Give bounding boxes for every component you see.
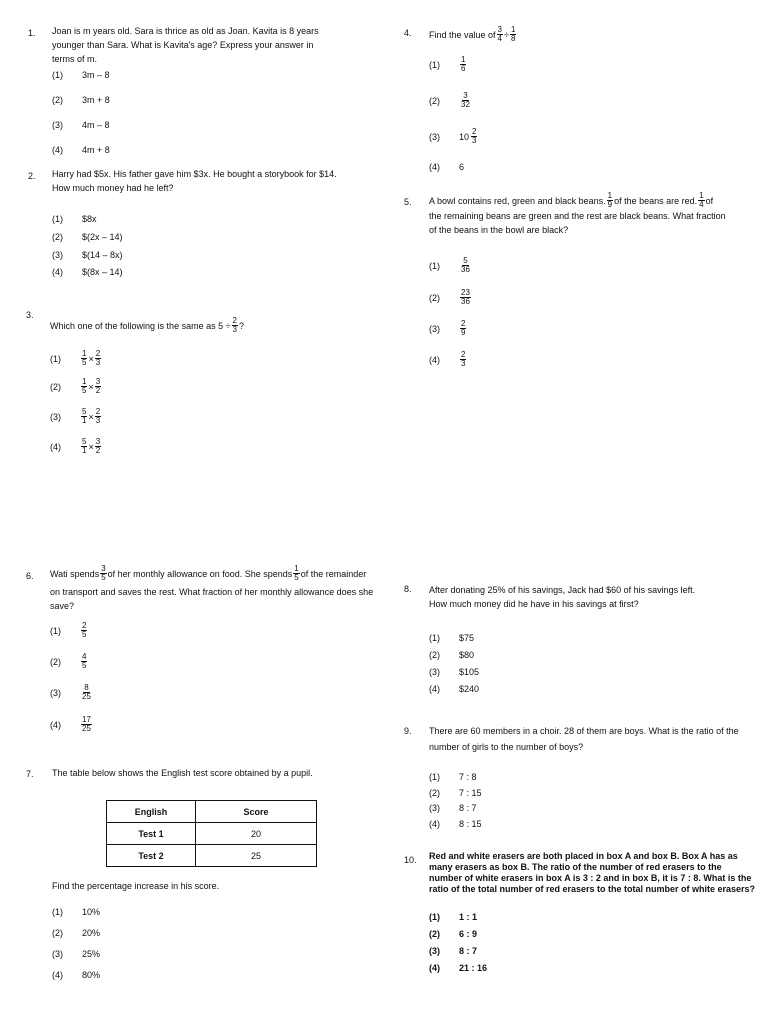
stem-line: on transport and saves the rest. What fraction of her monthly allowance does she bbox=[50, 587, 374, 597]
option-label: (1) bbox=[52, 907, 63, 917]
option-text: 4m + 8 bbox=[82, 145, 110, 155]
stem-line: the remaining beans are green and the rest are black beans. What fraction bbox=[429, 211, 726, 221]
question-number: 4. bbox=[404, 28, 412, 38]
stem-line: How much money had he left? bbox=[52, 183, 174, 193]
question-number: 10. bbox=[404, 855, 417, 865]
option-label: (4) bbox=[429, 354, 440, 365]
option-2[interactable] bbox=[429, 650, 474, 660]
option-label: (2) bbox=[52, 95, 63, 105]
stem-line: younger than Sara. What is Kavita's age? Express your answer in bbox=[52, 40, 314, 50]
option-1[interactable] bbox=[50, 350, 102, 367]
question-stem bbox=[429, 192, 726, 237]
table-cell: Test 2 bbox=[107, 845, 196, 867]
option-label: (4) bbox=[50, 719, 61, 730]
stem-line: Wati spends $\frac{3}{5}$ of her monthly allowance on food. She spends $\frac{1}{5}$ of the remainder bbox=[50, 564, 367, 582]
option-label: (1) bbox=[52, 214, 63, 224]
option-label: (1) bbox=[50, 625, 61, 636]
fraction: $\frac{1}{6}$ bbox=[461, 55, 466, 73]
fraction: $\frac{2}{3}$ bbox=[232, 316, 237, 334]
option-3[interactable] bbox=[52, 250, 123, 260]
option-1[interactable] bbox=[429, 257, 472, 274]
option-2[interactable] bbox=[52, 95, 110, 105]
option-label: (4) bbox=[429, 162, 440, 172]
option-label: (2) bbox=[50, 381, 61, 392]
option-3[interactable] bbox=[50, 408, 102, 425]
fraction: $\frac{5}{1}$ bbox=[82, 407, 87, 425]
table-row bbox=[107, 823, 317, 845]
option-3[interactable] bbox=[429, 667, 479, 677]
question-stem bbox=[429, 583, 695, 611]
option-label: (1) bbox=[429, 772, 440, 782]
fraction: $\frac{1}{8}$ bbox=[510, 25, 516, 43]
question-number: 5. bbox=[404, 197, 412, 207]
option-3[interactable] bbox=[429, 803, 477, 813]
option-1[interactable] bbox=[429, 633, 474, 643]
question-number: 6. bbox=[26, 571, 34, 581]
option-1[interactable] bbox=[429, 912, 477, 922]
option-text: $75 bbox=[459, 633, 475, 643]
option-4[interactable] bbox=[429, 684, 479, 694]
option-2[interactable] bbox=[429, 289, 472, 306]
option-text: 80% bbox=[82, 970, 101, 980]
option-label: (1) bbox=[429, 260, 440, 271]
stem-line: Red and white erasers are both placed in box A and box B. Box A has as bbox=[429, 851, 738, 861]
table-header: Score bbox=[196, 801, 317, 823]
question-number: 1. bbox=[28, 28, 36, 38]
fraction: $\frac{3}{5}$ bbox=[101, 564, 106, 582]
option-4[interactable] bbox=[52, 970, 100, 980]
question-number: 9. bbox=[404, 726, 412, 736]
fraction: $\frac{1}{9}$ bbox=[607, 191, 613, 209]
question-stem bbox=[50, 565, 373, 613]
fraction: $\frac{1}{5}$ bbox=[82, 349, 87, 367]
option-text: $240 bbox=[459, 684, 480, 694]
option-text: 21 : 16 bbox=[459, 963, 488, 973]
fraction: $\frac{2}{9}$ bbox=[461, 319, 466, 337]
option-3[interactable] bbox=[50, 684, 93, 701]
fraction: $\frac{2}{3}$ bbox=[461, 350, 466, 368]
option-text: 4m – 8 bbox=[82, 120, 110, 130]
fraction: $\frac{5}{36}$ bbox=[461, 256, 470, 274]
option-4[interactable] bbox=[50, 438, 102, 455]
option-3[interactable] bbox=[52, 949, 100, 959]
option-label: (4) bbox=[429, 684, 440, 694]
fraction: $\frac{5}{1}$ bbox=[82, 437, 87, 455]
option-label: (2) bbox=[52, 232, 63, 242]
option-label: (4) bbox=[429, 963, 440, 973]
question-number: 8. bbox=[404, 584, 412, 594]
option-label: (3) bbox=[52, 949, 63, 959]
question-stem bbox=[429, 851, 755, 895]
option-label: (1) bbox=[429, 633, 440, 643]
fraction: $\frac{2}{3}$ bbox=[95, 349, 101, 367]
option-label: (3) bbox=[50, 411, 61, 422]
option-text: 8 : 15 bbox=[459, 819, 482, 829]
option-3[interactable] bbox=[429, 946, 477, 956]
option-label: (1) bbox=[52, 70, 63, 80]
option-2[interactable] bbox=[50, 653, 88, 670]
option-label: (1) bbox=[50, 353, 61, 364]
option-3[interactable] bbox=[429, 128, 478, 145]
option-label: (4) bbox=[52, 970, 63, 980]
fraction: $\frac{17}{25}$ bbox=[82, 715, 91, 733]
option-text: 3m + 8 bbox=[82, 95, 110, 105]
option-text: 10% bbox=[82, 907, 101, 917]
score-table bbox=[106, 800, 317, 867]
question-number: 2. bbox=[28, 171, 36, 181]
option-2[interactable] bbox=[50, 378, 102, 395]
question-stem bbox=[52, 24, 319, 66]
option-4[interactable] bbox=[429, 162, 464, 172]
question-stem bbox=[429, 26, 517, 43]
option-4[interactable] bbox=[52, 267, 123, 277]
option-label: (3) bbox=[429, 323, 440, 334]
option-label: (4) bbox=[52, 145, 63, 155]
option-text: 7 : 8 bbox=[459, 772, 477, 782]
option-4[interactable] bbox=[50, 716, 93, 733]
option-label: (2) bbox=[429, 95, 440, 106]
option-label: (3) bbox=[52, 250, 63, 260]
stem-text: Which one of the following is the same as 5 ÷ bbox=[50, 320, 231, 331]
question-prompt: Find the percentage increase in his score. bbox=[52, 881, 220, 891]
option-text: 7 : 15 bbox=[459, 788, 482, 798]
option-4[interactable] bbox=[52, 145, 110, 155]
option-4[interactable] bbox=[429, 819, 482, 829]
option-2[interactable] bbox=[52, 232, 123, 242]
option-text: 20% bbox=[82, 928, 101, 938]
option-label: (3) bbox=[429, 131, 440, 142]
stem-line: of the beans in the bowl are black? bbox=[429, 225, 569, 235]
fraction: $\frac{3}{2}$ bbox=[95, 377, 101, 395]
option-text: $105 bbox=[459, 667, 480, 677]
stem-line: many erasers as box B. The ratio of the number of red erasers to the bbox=[429, 862, 722, 872]
fraction: $\frac{4}{5}$ bbox=[82, 652, 87, 670]
option-text: $8x bbox=[82, 214, 97, 224]
option-text: 3m – 8 bbox=[82, 70, 110, 80]
multiply-sign: × bbox=[88, 441, 94, 452]
table-row bbox=[107, 845, 317, 867]
option-1[interactable] bbox=[52, 907, 100, 917]
option-1[interactable] bbox=[52, 214, 97, 224]
fraction: $\frac{3}{4}$ bbox=[497, 25, 502, 43]
stem-line: Harry had $5x. His father gave him $3x. He bought a storybook for $14. bbox=[52, 169, 337, 179]
option-label: (3) bbox=[429, 803, 440, 813]
option-label: (2) bbox=[429, 929, 440, 939]
fraction: $\frac{2}{5}$ bbox=[82, 621, 87, 639]
table-header-row bbox=[107, 801, 317, 823]
option-text: 6 bbox=[459, 162, 465, 172]
option-label: (1) bbox=[429, 59, 440, 70]
stem-line: ratio of the total number of red erasers to the total number of white erasers? bbox=[429, 884, 756, 894]
option-3[interactable] bbox=[429, 320, 467, 337]
multiply-sign: × bbox=[88, 353, 94, 364]
option-label: (3) bbox=[50, 687, 61, 698]
fraction: $\frac{3}{32}$ bbox=[461, 91, 470, 109]
fraction: $\frac{1}{5}$ bbox=[82, 377, 87, 395]
fraction: $\frac{3}{2}$ bbox=[95, 437, 101, 455]
option-text: $80 bbox=[459, 650, 475, 660]
option-text: $(2x – 14) bbox=[82, 232, 123, 242]
fraction: $\frac{23}{36}$ bbox=[461, 288, 470, 306]
question-stem: The table below shows the English test score obtained by a pupil. bbox=[52, 768, 313, 778]
stem-line: number of white erasers in box A is 3 : 2 and in box B, it is 7 : 8. What is the bbox=[429, 873, 752, 883]
stem-line: A bowl contains red, green and black beans. $\frac{1}{9}$ of the beans are red. $\frac{1}{4}$ of bbox=[429, 191, 714, 209]
option-text: $(14 – 8x) bbox=[82, 250, 123, 260]
option-2[interactable] bbox=[429, 788, 482, 798]
option-label: (1) bbox=[429, 912, 440, 922]
option-4[interactable] bbox=[429, 351, 467, 368]
option-3[interactable] bbox=[52, 120, 110, 130]
table-header: English bbox=[107, 801, 196, 823]
question-stem bbox=[52, 167, 337, 195]
option-2[interactable] bbox=[52, 928, 100, 938]
option-1[interactable] bbox=[52, 70, 110, 80]
option-label: (3) bbox=[52, 120, 63, 130]
table-cell: 25 bbox=[196, 845, 317, 867]
option-1[interactable] bbox=[50, 622, 88, 639]
option-label: (2) bbox=[52, 928, 63, 938]
stem-line: There are 60 members in a choir. 28 of them are boys. What is the ratio of the bbox=[429, 726, 739, 736]
stem-line: number of girls to the number of boys? bbox=[429, 742, 584, 752]
option-text: 1 : 1 bbox=[459, 912, 478, 922]
option-label: (3) bbox=[429, 667, 440, 677]
option-4[interactable] bbox=[429, 963, 487, 973]
option-label: (4) bbox=[429, 819, 440, 829]
question-number: 7. bbox=[26, 769, 34, 779]
question-stem bbox=[50, 317, 244, 334]
question-stem bbox=[429, 724, 739, 754]
table-cell: 20 bbox=[196, 823, 317, 845]
option-label: (3) bbox=[429, 946, 440, 956]
option-1[interactable] bbox=[429, 772, 477, 782]
option-text: 6 : 9 bbox=[459, 929, 478, 939]
stem-line: Joan is m years old. Sara is thrice as old as Joan. Kavita is 8 years bbox=[52, 26, 319, 36]
mixed-number: 10 $\frac{2}{3}$ bbox=[459, 127, 477, 145]
stem-line: How much money did he have in his savings at first? bbox=[429, 599, 639, 609]
option-label: (4) bbox=[52, 267, 63, 277]
option-label: (4) bbox=[50, 441, 61, 452]
option-label: (2) bbox=[429, 292, 440, 303]
fraction: $\frac{8}{25}$ bbox=[82, 683, 91, 701]
fraction: $\frac{2}{3}$ bbox=[95, 407, 101, 425]
stem-line: After donating 25% of his savings, Jack had $60 of his savings left. bbox=[429, 585, 696, 595]
multiply-sign: × bbox=[88, 381, 94, 392]
stem-line: terms of m. bbox=[52, 54, 98, 64]
option-text: 25% bbox=[82, 949, 101, 959]
option-label: (2) bbox=[429, 788, 440, 798]
option-label: (2) bbox=[429, 650, 440, 660]
option-label: (2) bbox=[50, 656, 61, 667]
stem-text: ? bbox=[239, 320, 245, 331]
option-text: 8 : 7 bbox=[459, 946, 478, 956]
divide-sign: ÷ bbox=[504, 29, 509, 40]
fraction: $\frac{1}{5}$ bbox=[294, 564, 299, 582]
option-2[interactable] bbox=[429, 92, 472, 109]
option-text: 8 : 7 bbox=[459, 803, 477, 813]
multiply-sign: × bbox=[88, 411, 94, 422]
fraction: $\frac{1}{4}$ bbox=[699, 191, 704, 209]
question-number: 3. bbox=[26, 310, 34, 320]
stem-text: Find the value of bbox=[429, 29, 496, 40]
option-1[interactable] bbox=[429, 56, 467, 73]
table-cell: Test 1 bbox=[107, 823, 196, 845]
stem-line: save? bbox=[50, 601, 75, 611]
option-2[interactable] bbox=[429, 929, 477, 939]
option-text: $(8x – 14) bbox=[82, 267, 123, 277]
